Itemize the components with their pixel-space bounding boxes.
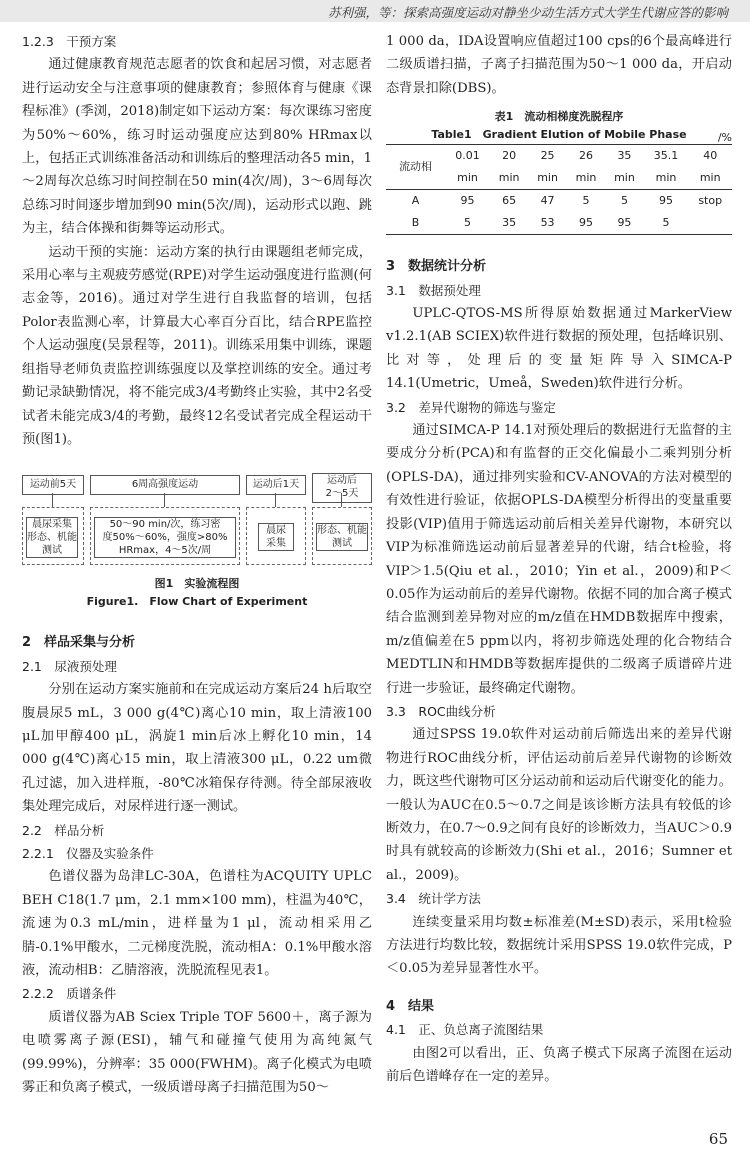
paragraph-instrument-conditions: 色谱仪器为岛津LC-30A，色谱柱为ACQUITY UPLC BEH C18(1.7 μm，2.1 mm×100 mm)，柱温为40℃，流速为0.3 mL/min，进样量为1 μl，流动相采用乙腈-0.1%甲酸水，二元梯度洗脱，流动相A：0.1%甲酸水溶液，流动相B：乙腈溶液，洗脱流程见表1。	[22, 869, 372, 978]
flow-box-post2-line1: 形态、机能	[317, 525, 367, 537]
flow-stage-post2-line1: 运动后	[327, 475, 357, 487]
running-header	[0, 0, 750, 22]
table-cell: 95	[605, 212, 643, 235]
table-cell: 95	[567, 212, 605, 235]
section-3-2-title: 3.2 差异代谢物的筛选与鉴定	[386, 399, 556, 415]
table-cell: 47	[540, 194, 555, 208]
table-header-row-label: 流动相	[386, 145, 445, 190]
table-cell: 5	[620, 194, 628, 208]
flow-box-pre-line3: 测试	[42, 545, 62, 557]
table-1-unit: /%	[717, 131, 732, 145]
table-cell: stop	[698, 194, 723, 208]
table-unit-1: min	[490, 167, 528, 190]
gradient-table	[386, 144, 732, 235]
table-time-2: 25	[540, 149, 555, 163]
flow-box-post1-line2: 采集	[266, 538, 286, 550]
flow-box-post2-line2: 测试	[332, 538, 352, 550]
flow-stage-training: 6周高强度运动	[90, 475, 240, 495]
table-unit-4: min	[605, 167, 643, 190]
figure-1-caption-cn: 图1 实验流程图	[154, 577, 240, 591]
table-unit-2: min	[528, 167, 566, 190]
paragraph-data-preprocessing: UPLC-QTOS-MS所得原始数据通过MarkerView v1.2.1(AB SCIEX)软件进行数据的预处理，包括峰识别、比对等，处理后的变量矩阵导入SIMCA-P 14.1(Umetric，Umeå，Sweden)软件进行分析。	[386, 306, 732, 392]
flow-chart	[22, 473, 372, 571]
table-row	[386, 190, 732, 213]
section-2-2-2-title: 2.2.2 质谱条件	[22, 986, 117, 1002]
flow-box-pre-line2: 形态、机能	[27, 532, 77, 544]
paragraph-differential-metabolites: 通过SIMCA-P 14.1对预处理后的数据进行无监督的主要成分分析(PCA)和有监督的正交化偏最小二乘判别分析(OPLS-DA)，通过排列实验和CV-ANOVA的方法对模型的有效性进行验证，依据OPLS-DA模型分析得出的变量重要投影(VIP)值用于筛选运动前后相关差异代谢物，本研究以VIP为标准筛选运动前后显著差异的代谢，结合t检验，将VIP＞1.5(Qiu et al.，2010；Yin et al.，2009)和P＜0.05作为运动前后的差异代谢物。依据不同的加合离子模式结合监测到差异物对应的m/z值在HMDB数据库中搜索，m/z值偏差在5 ppm以内，将初步筛选处理的化合物结合MEDTLIN和HMDB等数据库提供的二级离子质谱碎片进行进一步验证，最终确定代谢物。	[386, 423, 732, 696]
table-1-title-en: Table1 Gradient Elution of Mobile Phase	[431, 128, 687, 142]
paragraph-ms-continued: 1 000 da，IDA设置响应值超过100 cps的6个最高峰进行二级质谱扫描，子离子扫描范围为50～1 000 da，开启动态背景扣除(DBS)。	[386, 34, 732, 96]
table-cell: 65	[502, 194, 517, 208]
table-cell: 5	[582, 194, 590, 208]
section-4-title: 4 结果	[386, 998, 435, 1014]
paragraph-urine-pretreatment: 分别在运动方案实施前和在完成运动方案后24 h后取空腹晨尿5 mL，3 000 g(4℃)离心10 min，取上清液100 μL加甲醇400 μL，涡旋1 min后冰上孵化10 min，14 000 g(4℃)离心15 min，取上清液300 μL，0.22 um微孔过滤，加入进样瓶，-80℃冰箱保存待测。待全部尿液收集处理完成后，对尿样进行逐一测试。	[22, 682, 372, 815]
table-time-4: 35	[617, 149, 632, 163]
flow-box-pre-line1: 晨尿采集	[32, 519, 72, 531]
paragraph-intervention-plan: 通过健康教育规范志愿者的饮食和起居习惯，对志愿者进行运动安全与注意事项的健康教育；参照体育与健康《课程标准》(季浏，2018)制定如下运动方案：每次课练习密度为50%～60%，练习时运动强度应达到80% HRmax以上，包括正式训练准备活动和训练后的整理活动各5 min，1～2周每次总练习时间控制在50 min(4次/周)，3～6周每次总练习时间逐步增加到90 min(5次/周)，运动形式以跑、跳为主，结合体操和街舞等运动形式。	[22, 57, 372, 237]
table-unit-3: min	[567, 167, 605, 190]
table-cell: 95	[460, 194, 475, 208]
section-2-2-1-title: 2.2.1 仪器及实验条件	[22, 845, 154, 861]
figure-1-caption-en: Figure1. Flow Chart of Experiment	[86, 595, 308, 609]
table-time-5: 35.1	[653, 149, 679, 163]
table-time-1: 20	[502, 149, 517, 163]
flow-box-training-line3: HRmax，4～5次/周	[118, 545, 212, 557]
section-4-1-title: 4.1 正、负总离子流图结果	[386, 1022, 544, 1038]
table-1-title-en-row	[386, 126, 732, 144]
table-1-title-cn: 表1 流动相梯度洗脱程序	[494, 110, 624, 124]
section-2-2-title: 2.2 样品分析	[22, 822, 105, 838]
flow-stage-post2	[312, 473, 372, 503]
section-2-title: 2 样品采集与分析	[22, 635, 136, 651]
paragraph-tic-results: 由图2可以看出，正、负离子模式下尿离子流图在运动前后色谱峰存在一定的差异。	[386, 1045, 732, 1085]
table-cell: 53	[528, 212, 566, 235]
table-cell: 5	[445, 212, 490, 235]
table-unit-6: min	[688, 167, 732, 190]
table-time-6: 40	[703, 149, 718, 163]
table-time-0: 0.01	[455, 149, 480, 163]
section-1-2-3-title: 1.2.3 干预方案	[22, 34, 117, 49]
flow-stage-post2-line2: 2～5天	[325, 488, 359, 500]
flow-box-post2	[316, 523, 368, 551]
running-header-text: 苏利强，等：探索高强度运动对静坐少动生活方式大学生代谢应答的影响	[327, 5, 728, 20]
table-cell	[688, 212, 732, 235]
flow-box-training-line2: 度50%～60%，强度>80%	[102, 532, 228, 544]
flow-stage-pre: 运动前5天	[22, 475, 84, 495]
flow-box-post1	[258, 523, 294, 551]
flow-box-post1-line1: 晨尿	[266, 525, 286, 537]
table-cell: 35	[490, 212, 528, 235]
paragraph-intervention-implementation: 运动干预的实施：运动方案的执行由课题组老师完成，采用心率与主观疲劳感觉(RPE)对学生运动强度进行监测(何志金等，2016)。通过对学生进行自我监督的培训，包括Polor表监测心率，计算最大心率百分百比，结合RPE监控个人运动强度(吴景程等，2011)。训练采用集中训练，课题组指导老师负责监控训练强度以及掌控训练的安全。通过考勤记录缺勤情况，将不能完成3/4考勤终止实验，其中2名受试者未能完成3/4的考勤，最终12名受试者完成全程运动干预(图1)。	[22, 244, 372, 447]
paragraph-ms-conditions: 质谱仪器为AB Sciex Triple TOF 5600＋，离子源为电喷雾离子源(ESI)，辅气和碰撞气使用为高纯氮气(99.99%)，分辨率：35 000(FWHM)。离子化模式为电喷雾正和负离子模式，一级质谱母离子扫描范围为50～	[22, 1009, 372, 1096]
section-2-1-title: 2.1 尿液预处理	[22, 658, 117, 674]
table-time-3: 26	[579, 149, 593, 163]
paragraph-statistics: 连续变量采用均数±标准差(M±SD)表示，采用t检验方法进行均数比较，数据统计采用SPSS 19.0软件完成，P＜0.05为差异显著性水平。	[386, 914, 732, 977]
section-3-3-title: 3.3 ROC曲线分析	[386, 703, 496, 719]
flow-stage-post1: 运动后1天	[246, 475, 306, 495]
section-3-title: 3 数据统计分析	[386, 259, 487, 275]
table-unit-0: min	[445, 167, 490, 190]
paragraph-roc-analysis: 通过SPSS 19.0软件对运动前后筛选出来的差异代谢物进行ROC曲线分析，评估运动前后差异代谢物的诊断效力，既这些代谢物可区分运动前和运动后代谢变化的能力。一般认为AUC在0.5～0.7之间是该诊断方法具有较低的诊断效力，在0.7～0.9之间有良好的诊断效力，当AUC＞0.9时具有就较高的诊断效力(Shi et al.，2016；Sumner et al.，2009)。	[386, 727, 732, 883]
right-column	[386, 30, 732, 1088]
table-row-b-label: B	[386, 212, 445, 235]
table-row	[386, 212, 732, 235]
table-unit-5: min	[644, 167, 689, 190]
table-cell: 95	[659, 194, 674, 208]
section-3-1-title: 3.1 数据预处理	[386, 282, 481, 298]
flow-box-pre	[26, 517, 78, 558]
table-cell: 5	[644, 212, 689, 235]
flow-box-training-line1: 50～90 min/次，练习密	[109, 519, 221, 531]
left-column	[22, 30, 372, 1099]
flow-box-training	[94, 517, 236, 558]
section-3-4-title: 3.4 统计学方法	[386, 891, 481, 907]
table-row-a-label: A	[411, 194, 420, 208]
page-number: 65	[708, 1130, 728, 1148]
